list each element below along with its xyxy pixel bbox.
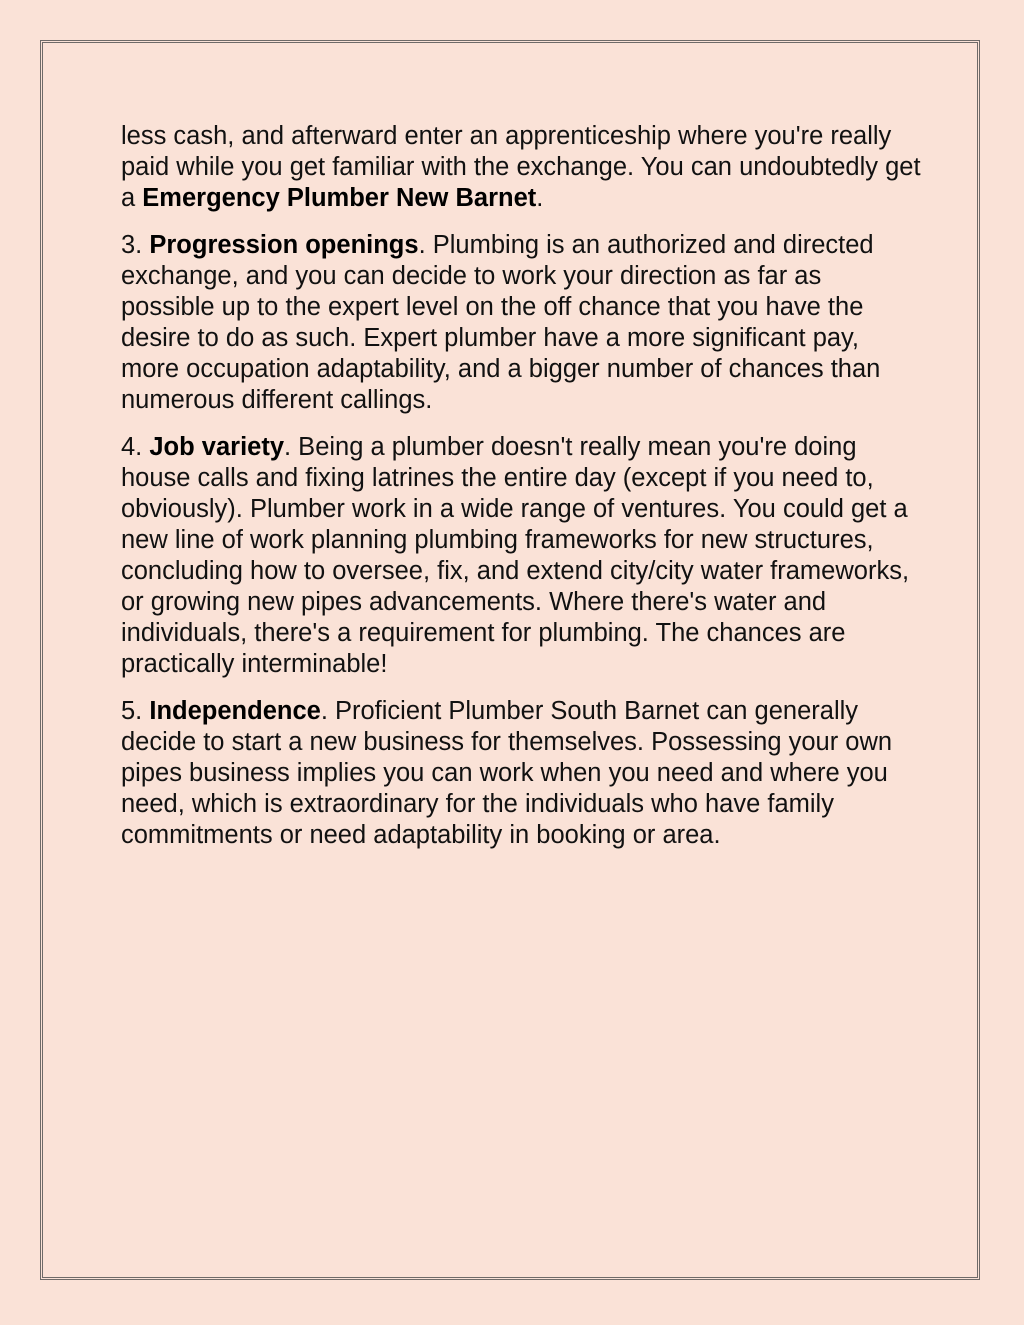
document-body <box>121 121 921 867</box>
paragraph-heading: Independence <box>149 697 321 725</box>
paragraph-text: . Plumbing is an authorized and directed exchange, and you can decide to work your direction as far as possible up to the expert level on the off chance that you have the desire to do as such. Expert plumber have a more significant pay, more occupation adaptability, and a bigger number of chances than numerous different callings. <box>121 231 881 414</box>
paragraph-heading: Progression openings <box>149 231 419 259</box>
paragraph-heading: Job variety <box>149 433 285 461</box>
list-number: 3. <box>121 231 150 259</box>
list-number: 5. <box>121 697 150 725</box>
paragraph-job-variety <box>121 432 921 680</box>
paragraph-text: . Proficient Plumber South Barnet can generally decide to start a new business for themselves. Possessing your own pipes business implies you can work when you need and where you need, which is extraordinary for the individuals who have family commitments or need adaptability in booking or area. <box>121 697 893 849</box>
paragraph-text-end: . <box>536 184 544 212</box>
paragraph-progression <box>121 230 921 416</box>
keyword-link-emergency-plumber: Emergency Plumber New Barnet <box>142 184 537 212</box>
paragraph-text: . Being a plumber doesn't really mean you're doing house calls and fixing latrines the entire day (except if you need to, obviously). Plumber work in a wide range of ventures. You could get a new line of work planning plumbing frameworks for new structures, concluding how to oversee, fix, and extend city/city water frameworks, or growing new pipes advancements. Where there's water and individuals, there's a requirement for plumbing. The chances are practically interminable! <box>121 433 910 678</box>
paragraph-continuation <box>121 121 921 214</box>
paragraph-text: less cash, and afterward enter an apprenticeship where you're really paid while you get familiar with the exchange. You can undoubtedly get a <box>121 122 921 212</box>
paragraph-independence <box>121 696 921 851</box>
list-number: 4. <box>121 433 150 461</box>
